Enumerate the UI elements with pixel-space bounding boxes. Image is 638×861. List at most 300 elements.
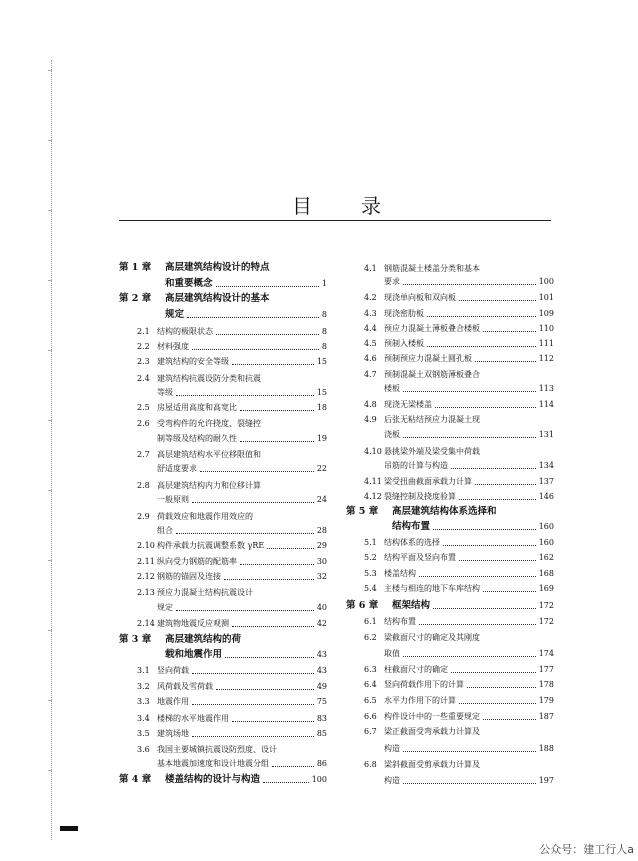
toc-entry <box>346 369 554 381</box>
toc-entry <box>119 649 327 661</box>
toc-title: 梁正截面受弯承载力计算及 <box>384 727 480 736</box>
toc-title: 等级 <box>157 388 173 397</box>
toc-title: 建筑结构抗震设防分类和抗震 <box>157 374 261 383</box>
toc-entry <box>346 568 554 580</box>
toc-entry <box>119 744 327 756</box>
toc-number: 4.7 <box>364 370 377 379</box>
toc-title: 风荷载及雪荷载 <box>157 682 213 691</box>
toc-title: 规定 <box>157 603 173 612</box>
toc-page-number: 85 <box>316 729 327 738</box>
title-char-1: 目 <box>292 194 312 218</box>
toc-page-number: 100 <box>538 277 554 286</box>
margin-tick <box>48 700 52 701</box>
toc-page-number: 43 <box>316 650 327 659</box>
toc-number: 2.6 <box>137 419 150 428</box>
toc-entry <box>346 446 554 458</box>
toc-leader-dots <box>176 610 314 611</box>
toc-title: 高层建筑结构体系选择和 <box>392 506 497 517</box>
toc-title: 现浇单向板和双向板 <box>384 293 456 302</box>
toc-title: 规定 <box>165 309 185 320</box>
toc-title: 框架结构 <box>392 600 431 611</box>
toc-leader-dots <box>403 783 536 784</box>
toc-entry <box>346 616 554 628</box>
toc-leader-dots <box>419 576 536 577</box>
margin-tick <box>48 420 52 421</box>
binding-margin-line <box>51 60 52 840</box>
toc-leader-dots <box>187 317 319 318</box>
toc-title: 水平力作用下的计算 <box>384 696 456 705</box>
toc-number: 3.2 <box>137 682 150 691</box>
title-char-2: 录 <box>361 194 381 218</box>
toc-number: 第 2 章 <box>119 293 152 304</box>
toc-number: 4.4 <box>364 324 377 333</box>
margin-tick <box>48 140 52 141</box>
toc-page-number: 172 <box>538 617 554 626</box>
toc-title: 材料强度 <box>157 342 189 351</box>
toc-page-number: 30 <box>316 557 327 566</box>
toc-number: 2.5 <box>137 403 150 412</box>
toc-number: 6.3 <box>364 665 377 674</box>
toc-leader-dots <box>475 361 536 362</box>
toc-title: 高层建筑结构的荷 <box>165 634 242 645</box>
toc-entry <box>119 540 327 552</box>
toc-entry <box>119 758 327 770</box>
toc-page-number: 146 <box>538 492 554 501</box>
toc-number: 2.3 <box>137 357 150 366</box>
toc-title: 后张无粘结预应力混凝土现 <box>384 415 480 424</box>
toc-leader-dots <box>403 391 536 392</box>
toc-title: 浇板 <box>384 430 400 439</box>
toc-number: 4.2 <box>364 293 377 302</box>
toc-title: 制等级及结构的耐久性 <box>157 434 237 443</box>
toc-number: 2.8 <box>137 481 150 490</box>
watermark: 公众号：建工行人a <box>539 843 634 856</box>
toc-leader-dots <box>443 545 536 546</box>
toc-number: 5.4 <box>364 584 377 593</box>
toc-entry <box>346 726 554 738</box>
toc-entry <box>346 491 554 503</box>
title-rule <box>119 220 551 221</box>
toc-title: 建筑物地震反应观测 <box>157 619 229 628</box>
toc-page-number: 49 <box>316 682 327 691</box>
toc-page-number: 24 <box>316 495 327 504</box>
toc-title: 一般原则 <box>157 495 189 504</box>
toc-entry <box>346 429 554 441</box>
toc-entry <box>119 511 327 523</box>
toc-leader-dots <box>427 316 536 317</box>
toc-title: 结构布置 <box>392 521 431 532</box>
toc-entry <box>346 308 554 320</box>
toc-entry <box>119 618 327 630</box>
toc-entry <box>346 383 554 395</box>
toc-title: 高层建筑结构设计的特点 <box>165 262 270 273</box>
toc-leader-dots <box>483 331 536 332</box>
toc-number: 5.3 <box>364 569 377 578</box>
toc-entry <box>346 460 554 472</box>
toc-title: 受弯构件的允许挠度、裂缝控 <box>157 419 261 428</box>
toc-number: 4.11 <box>364 477 382 486</box>
toc-leader-dots <box>216 286 319 287</box>
toc-entry <box>119 293 327 305</box>
toc-title: 楼盖结构 <box>384 569 416 578</box>
toc-page-number: 134 <box>538 461 554 470</box>
toc-leader-dots <box>216 334 319 335</box>
toc-number: 2.7 <box>137 450 150 459</box>
toc-entry <box>119 326 327 338</box>
toc-entry <box>346 695 554 707</box>
toc-leader-dots <box>459 300 536 301</box>
toc-number: 6.4 <box>364 680 377 689</box>
toc-entry <box>119 587 327 599</box>
toc-page-number: 8 <box>321 327 327 336</box>
toc-number: 3.4 <box>137 714 150 723</box>
toc-page-number: 28 <box>316 526 327 535</box>
toc-number: 2.14 <box>137 619 155 628</box>
margin-tick <box>48 630 52 631</box>
toc-leader-dots <box>467 687 536 688</box>
toc-page-number: 101 <box>538 293 554 302</box>
toc-page-number: 86 <box>316 759 327 768</box>
toc-entry <box>346 476 554 488</box>
toc-title: 楼板 <box>384 384 400 393</box>
toc-title: 纵向受力钢筋的配筋率 <box>157 557 237 566</box>
toc-number: 5.2 <box>364 553 377 562</box>
toc-page-number: 174 <box>538 649 554 658</box>
toc-entry <box>346 759 554 771</box>
toc-entry <box>346 414 554 426</box>
toc-entry <box>119 373 327 385</box>
margin-tick <box>48 770 52 771</box>
toc-number: 6.1 <box>364 617 377 626</box>
toc-number: 4.10 <box>364 447 382 456</box>
toc-page-number: 32 <box>316 572 327 581</box>
toc-page-number: 168 <box>538 569 554 578</box>
margin-tick <box>48 350 52 351</box>
toc-entry <box>119 571 327 583</box>
toc-page-number: 8 <box>321 342 327 351</box>
toc-title: 钢筋的锚固及连接 <box>157 572 221 581</box>
toc-entry <box>119 665 327 677</box>
toc-title: 预制混凝土双钢筋薄板叠合 <box>384 370 480 379</box>
toc-number: 4.9 <box>364 415 377 424</box>
toc-page-number: 29 <box>316 541 327 550</box>
toc-entry <box>119 525 327 537</box>
toc-page-number: 112 <box>538 354 554 363</box>
toc-leader-dots <box>240 564 314 565</box>
toc-entry <box>346 323 554 335</box>
toc-leader-dots <box>403 437 536 438</box>
toc-number: 2.12 <box>137 572 155 581</box>
toc-title: 组合 <box>157 526 173 535</box>
toc-leader-dots <box>232 626 314 627</box>
toc-title: 建筑场地 <box>157 729 189 738</box>
toc-page-number: 43 <box>316 666 327 675</box>
toc-title: 我国主要城镇抗震设防烈度、设计 <box>157 745 277 754</box>
toc-title: 建筑结构的安全等级 <box>157 357 229 366</box>
toc-entry <box>346 775 554 787</box>
toc-entry <box>346 552 554 564</box>
toc-title: 基本地震加速度和设计地震分组 <box>157 759 269 768</box>
toc-page-number: 177 <box>538 665 554 674</box>
toc-title: 结构体系的选择 <box>384 538 440 547</box>
toc-entry <box>119 696 327 708</box>
toc-title: 构造 <box>384 776 400 785</box>
toc-leader-dots <box>192 349 319 350</box>
margin-tick <box>48 70 52 71</box>
toc-title: 预制预应力混凝土圆孔板 <box>384 354 472 363</box>
toc-number: 3.6 <box>137 745 150 754</box>
toc-number: 2.2 <box>137 342 150 351</box>
toc-title: 载和地震作用 <box>165 649 223 660</box>
toc-number: 6.6 <box>364 712 377 721</box>
toc-title: 楼盖结构的设计与构造 <box>165 774 261 785</box>
toc-leader-dots <box>403 284 536 285</box>
margin-tick <box>48 280 52 281</box>
toc-entry <box>346 521 554 533</box>
toc-page-number: 197 <box>538 776 554 785</box>
toc-page-number: 131 <box>538 430 554 439</box>
toc-title: 结构的极限状态 <box>157 327 213 336</box>
toc-leader-dots <box>225 657 314 658</box>
toc-leader-dots <box>192 502 314 503</box>
toc-leader-dots <box>483 719 536 720</box>
toc-number: 4.8 <box>364 400 377 409</box>
toc-leader-dots <box>267 548 314 549</box>
toc-entry <box>119 634 327 646</box>
toc-entry <box>119 449 327 461</box>
toc-number: 4.3 <box>364 309 377 318</box>
toc-entry <box>119 494 327 506</box>
toc-number: 第 1 章 <box>119 262 152 273</box>
toc-page-number: 160 <box>538 522 554 531</box>
toc-entry <box>346 276 554 288</box>
toc-page-number: 169 <box>538 584 554 593</box>
toc-page-number: 1 <box>321 279 327 288</box>
toc-entry <box>346 292 554 304</box>
margin-mark <box>60 826 78 831</box>
toc-page-number: 179 <box>538 696 554 705</box>
toc-leader-dots <box>451 672 536 673</box>
toc-leader-dots <box>459 560 536 561</box>
toc-page-number: 15 <box>316 388 327 397</box>
margin-tick <box>48 560 52 561</box>
toc-title: 和重要概念 <box>165 278 213 289</box>
toc-leader-dots <box>403 656 536 657</box>
toc-title: 吊筋的计算与构造 <box>384 461 448 470</box>
toc-page-number: 22 <box>316 464 327 473</box>
toc-entry <box>119 713 327 725</box>
toc-number: 6.8 <box>364 760 377 769</box>
toc-entry <box>119 480 327 492</box>
toc-entry <box>119 418 327 430</box>
toc-title: 高层建筑结构设计的基本 <box>165 293 270 304</box>
toc-page-number: 162 <box>538 553 554 562</box>
toc-entry <box>119 681 327 693</box>
toc-number: 第 6 章 <box>346 600 379 611</box>
toc-title: 取值 <box>384 649 400 658</box>
toc-number: 4.5 <box>364 339 377 348</box>
toc-number: 2.1 <box>137 327 150 336</box>
toc-title: 构造 <box>384 744 400 753</box>
toc-title: 结构布置 <box>384 617 416 626</box>
toc-title: 房屋适用高度和高宽比 <box>157 403 237 412</box>
toc-number: 6.2 <box>364 633 377 642</box>
toc-entry <box>346 632 554 644</box>
toc-leader-dots <box>403 751 536 752</box>
toc-title: 构件设计中的一些重要规定 <box>384 712 480 721</box>
toc-title: 构件承载力抗震调整系数 γRE <box>157 541 265 550</box>
toc-entry <box>119 402 327 414</box>
toc-number: 第 4 章 <box>119 774 152 785</box>
toc-title: 主楼与相连的地下车库结构 <box>384 584 480 593</box>
toc-page-number: 172 <box>538 601 554 610</box>
toc-page-number: 137 <box>538 477 554 486</box>
toc-leader-dots <box>176 533 314 534</box>
toc-page-number: 40 <box>316 603 327 612</box>
toc-leader-dots <box>475 484 536 485</box>
toc-leader-dots <box>451 468 536 469</box>
toc-page-number: 113 <box>538 384 554 393</box>
toc-entry <box>119 602 327 614</box>
toc-page-number: 15 <box>316 357 327 366</box>
toc-leader-dots <box>232 364 314 365</box>
toc-title: 钢筋混凝土楼盖分类和基本 <box>384 264 480 273</box>
toc-leader-dots <box>176 395 314 396</box>
toc-entry <box>346 537 554 549</box>
toc-title: 悬挑梁外端及梁受集中荷载 <box>384 447 480 456</box>
toc-number: 3.5 <box>137 729 150 738</box>
toc-title: 预应力混凝土结构抗震设计 <box>157 588 253 597</box>
toc-page-number: 114 <box>538 400 554 409</box>
toc-number: 4.1 <box>364 264 377 273</box>
toc-number: 6.7 <box>364 727 377 736</box>
toc-page-number: 42 <box>316 619 327 628</box>
toc-number: 2.13 <box>137 588 155 597</box>
toc-leader-dots <box>240 441 314 442</box>
toc-leader-dots <box>433 608 536 609</box>
toc-title: 现浇无梁楼盖 <box>384 400 432 409</box>
toc-entry <box>119 463 327 475</box>
toc-entry <box>119 556 327 568</box>
toc-number: 4.6 <box>364 354 377 363</box>
toc-title: 裂缝控制及挠度验算 <box>384 492 456 501</box>
toc-leader-dots <box>192 736 314 737</box>
toc-leader-dots <box>483 591 536 592</box>
toc-title: 竖向荷载 <box>157 666 189 675</box>
toc-number: 2.10 <box>137 541 155 550</box>
toc-entry <box>346 506 554 518</box>
toc-number: 第 3 章 <box>119 634 152 645</box>
toc-page-number: 8 <box>321 310 327 319</box>
toc-entry <box>119 356 327 368</box>
toc-title: 舒适度要求 <box>157 464 197 473</box>
toc-page-number: 19 <box>316 434 327 443</box>
toc-entry <box>346 743 554 755</box>
toc-title: 楼梯的水平地震作用 <box>157 714 229 723</box>
toc-page-number: 187 <box>538 712 554 721</box>
toc-leader-dots <box>232 721 314 722</box>
toc-number: 4.12 <box>364 492 382 501</box>
toc-leader-dots <box>200 471 314 472</box>
toc-entry <box>346 648 554 660</box>
toc-leader-dots <box>240 410 314 411</box>
toc-page-number: 100 <box>311 775 327 784</box>
toc-page-number: 111 <box>538 339 554 348</box>
toc-entry <box>346 338 554 350</box>
toc-title: 梁截面尺寸的确定及其刚度 <box>384 633 480 642</box>
toc-number: 5.1 <box>364 538 377 547</box>
toc-entry <box>119 309 327 321</box>
toc-title: 竖向荷载作用下的计算 <box>384 680 464 689</box>
toc-leader-dots <box>435 407 536 408</box>
toc-page-number: 75 <box>316 697 327 706</box>
toc-page-number: 109 <box>538 309 554 318</box>
toc-entry <box>119 774 327 786</box>
toc-number: 6.5 <box>364 696 377 705</box>
toc-leader-dots <box>427 346 536 347</box>
toc-leader-dots <box>433 529 536 530</box>
toc-number: 3.1 <box>137 666 150 675</box>
toc-leader-dots <box>216 689 314 690</box>
toc-page-number: 83 <box>316 714 327 723</box>
toc-leader-dots <box>459 499 536 500</box>
toc-entry <box>119 387 327 399</box>
toc-leader-dots <box>224 579 314 580</box>
toc-number: 3.3 <box>137 697 150 706</box>
toc-title: 预制入楼板 <box>384 339 424 348</box>
toc-title: 高层建筑结构内力和位移计算 <box>157 481 261 490</box>
toc-entry <box>119 341 327 353</box>
toc-page-number: 188 <box>538 744 554 753</box>
toc-title: 地震作用 <box>157 697 189 706</box>
toc-page-number: 110 <box>538 324 554 333</box>
margin-tick <box>48 210 52 211</box>
toc-entry <box>346 600 554 612</box>
toc-leader-dots <box>459 703 536 704</box>
toc-number: 2.4 <box>137 374 150 383</box>
toc-title: 预应力混凝土薄板叠合楼板 <box>384 324 480 333</box>
toc-entry <box>119 728 327 740</box>
toc-number: 2.9 <box>137 512 150 521</box>
toc-title: 要求 <box>384 277 400 286</box>
toc-leader-dots <box>419 624 536 625</box>
toc-title: 梁斜截面受剪承载力计算及 <box>384 760 480 769</box>
toc-title: 结构平面及竖向布置 <box>384 553 456 562</box>
toc-leader-dots <box>192 673 314 674</box>
toc-entry <box>346 399 554 411</box>
toc-entry <box>346 353 554 365</box>
toc-entry <box>346 263 554 275</box>
toc-title: 高层建筑结构水平位移限值和 <box>157 450 261 459</box>
margin-tick <box>48 490 52 491</box>
toc-number: 第 5 章 <box>346 506 379 517</box>
toc-page-number: 160 <box>538 538 554 547</box>
toc-title: 柱截面尺寸的确定 <box>384 665 448 674</box>
toc-page-number: 178 <box>538 680 554 689</box>
toc-entry <box>119 278 327 290</box>
toc-entry <box>346 664 554 676</box>
toc-entry <box>119 433 327 445</box>
toc-entry <box>119 262 327 274</box>
toc-entry <box>346 679 554 691</box>
toc-title: 现浇密肋板 <box>384 309 424 318</box>
toc-entry <box>346 711 554 723</box>
toc-number: 2.11 <box>137 557 155 566</box>
toc-leader-dots <box>272 766 314 767</box>
toc-page-number: 18 <box>316 403 327 412</box>
toc-title: 梁受扭曲截面承载力计算 <box>384 477 472 486</box>
toc-entry <box>346 583 554 595</box>
